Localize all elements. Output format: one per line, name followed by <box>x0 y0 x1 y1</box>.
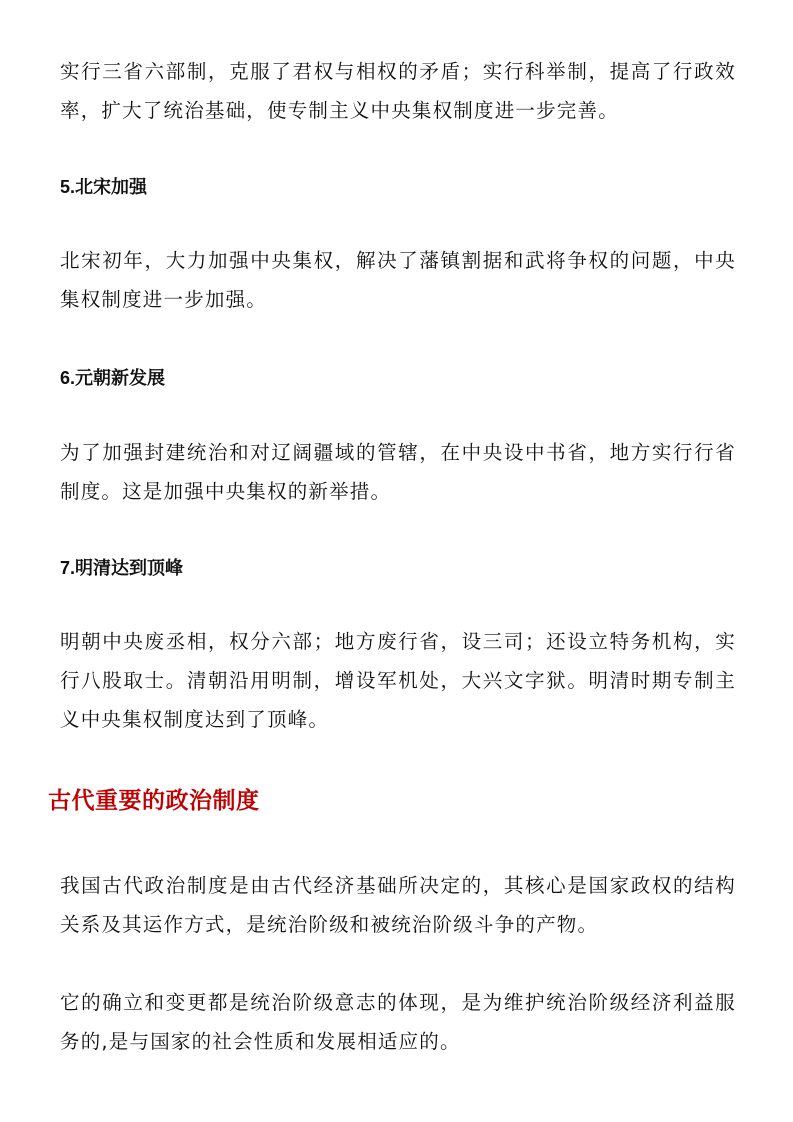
heading-ming-qing <box>60 556 183 581</box>
heading-text: 明清达到顶峰 <box>75 558 184 579</box>
section-title: 古代重要的政治制度 <box>48 788 260 814</box>
paragraph-northern-song: 北宋初年，大力加强中央集权，解决了藩镇割据和武将争权的问题，中央集权制度进一步加强。 <box>60 249 736 311</box>
paragraph-yuan: 为了加强封建统治和对辽阔疆域的管辖，在中央设中书省，地方实行行省制度。这是加强中央集权的新举措。 <box>60 441 736 503</box>
paragraph-political-system-core: 我国古代政治制度是由古代经济基础所决定的，其核心是国家政权的结构关系及其运作方式，是统治阶级和被统治阶级斗争的产物。 <box>60 874 736 936</box>
paragraph-political-system-purpose: 它的确立和变更都是统治阶级意志的体现，是为维护统治阶级经济利益服务的,是与国家的社会性质和发展相适应的。 <box>60 991 736 1053</box>
heading-northern-song <box>60 175 147 200</box>
heading-number: 5. <box>60 177 76 197</box>
paragraph-sui-tang: 实行三省六部制，克服了君权与相权的矛盾；实行科举制，提高了行政效率，扩大了统治基础，使专制主义中央集权制度进一步完善。 <box>60 60 736 122</box>
heading-text: 元朝新发展 <box>75 368 166 389</box>
heading-number: 7. <box>60 558 76 578</box>
paragraph-ming-qing: 明朝中央废丞相，权分六部；地方废行省，设三司；还设立特务机构，实行八股取士。清朝沿用明制，增设军机处，大兴文字狱。明清时期专制主义中央集权制度达到了顶峰。 <box>60 630 736 731</box>
heading-text: 北宋加强 <box>75 177 148 198</box>
heading-number: 6. <box>60 368 76 388</box>
heading-yuan <box>60 366 165 391</box>
